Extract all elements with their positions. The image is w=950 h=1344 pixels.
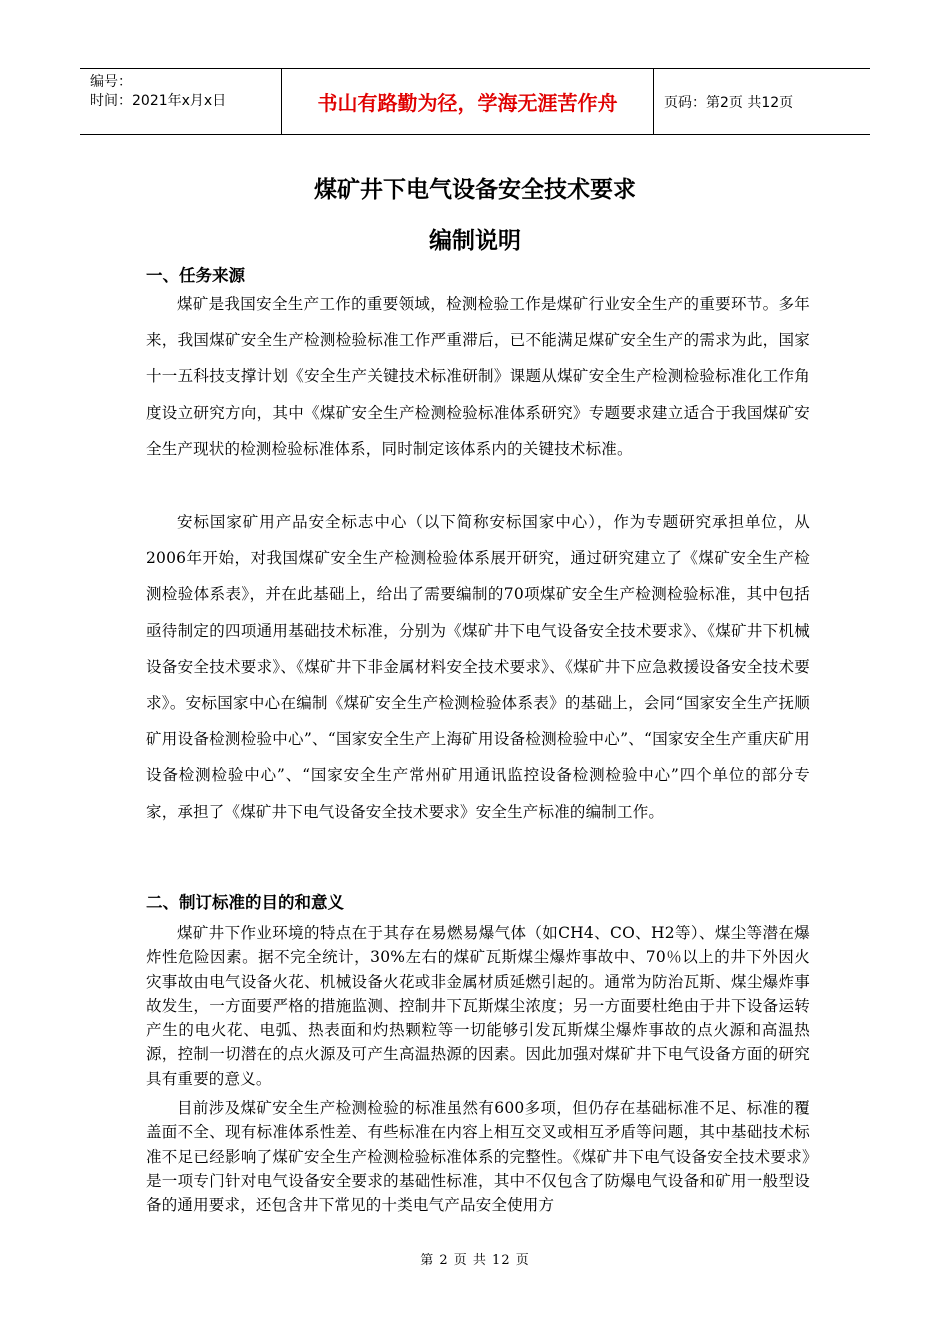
section-2-paragraph-1: 煤矿井下作业环境的特点在于其存在易燃易爆气体（如CH4、CO、H2等）、煤尘等潜在爆炸性危险因素。据不完全统计，30%左右的煤矿瓦斯煤尘爆炸事故中、70％以上的井下外因火灾事故由电气设备火花、机械设备火花或非金属材质延燃引起的。通常为防治瓦斯、煤尘爆炸事故发生，一方面要严格的措施监测、控制井下瓦斯煤尘浓度；另一方面要杜绝由于井下设备运转产生的电火花、电弧、热表面和灼热颗粒等一切能够引发瓦斯煤尘爆炸事故的点火源和高温热源，控制一切潜在的点火源及可产生高温热源的因素。因此加强对煤矿井下电气设备方面的研究具有重要的意义。 xyxy=(146,924,810,1088)
document-title: 煤矿井下电气设备安全技术要求 xyxy=(314,177,636,203)
header-page-info: 页码：第2页 共12页 xyxy=(664,94,794,111)
section-2-paragraph-2: 目前涉及煤矿安全生产检测检验的标准虽然有600多项，但仍存在基础标准不足、标准的覆盖面不全、现有标准体系性差、有些标准在内容上相互交叉或相互矛盾等问题，其中基础技术标准不足已经影响了煤矿安全生产检测检验标准体系的完整性。《煤矿井下电气设备安全技术要求》是一项专门针对电气设备安全要求的基础性标准，其中不仅包含了防爆电气设备和矿用一般型设备的通用要求，还包含井下常见的十类电气产品安全使用方 xyxy=(146,1099,810,1215)
section-heading-2: 二、制订标准的目的和意义 xyxy=(146,893,344,912)
header-table xyxy=(80,68,870,135)
section-heading-1: 一、任务来源 xyxy=(146,266,245,285)
page-footer: 第 2 页 共 12 页 xyxy=(420,1253,530,1268)
section-1-paragraph-1: 煤矿是我国安全生产工作的重要领域，检测检验工作是煤矿行业安全生产的重要环节。多年来，我国煤矿安全生产检测检验标准工作严重滞后，已不能满足煤矿安全生产的需求为此，国家十一五科技支撑计划《安全生产关键技术标准研制》课题从煤矿安全生产检测检验标准化工作角度设立研究方向，其中《煤矿安全生产检测检验标准体系研究》专题要求建立适合于我国煤矿安全生产现状的检测检验标准体系，同时制定该体系内的关键技术标准。 xyxy=(146,295,810,458)
header-info-cell xyxy=(80,69,282,134)
document-subtitle: 编制说明 xyxy=(429,228,521,254)
section-1-paragraph-2: 安标国家矿用产品安全标志中心（以下简称安标国家中心），作为专题研究承担单位，从2006年开始，对我国煤矿安全生产检测检验体系展开研究，通过研究建立了《煤矿安全生产检测检验体系表》，并在此基础上，给出了需要编制的70项煤矿安全生产检测检验标准，其中包括亟待制定的四项通用基础技术标准，分别为《煤矿井下电气设备安全技术要求》、《煤矿井下机械设备安全技术要求》、《煤矿井下非金属材料安全技术要求》、《煤矿井下应急救援设备安全技术要求》。安标国家中心在编制《煤矿安全生产检测检验体系表》的基础上，会同“国家安全生产抚顺矿用设备检测检验中心”、“国家安全生产上海矿用设备检测检验中心”、“国家安全生产重庆矿用设备检测检验中心”、“国家安全生产常州矿用通讯监控设备检测检验中心”四个单位的部分专家，承担了《煤矿井下电气设备安全技术要求》安全生产标准的编制工作。 xyxy=(146,513,810,821)
header-motto: 书山有路勤为径，学海无涯苦作舟 xyxy=(282,69,654,134)
time-label: 时间：2021年x月x日 xyxy=(90,93,227,109)
serial-label: 编号： xyxy=(90,74,132,90)
